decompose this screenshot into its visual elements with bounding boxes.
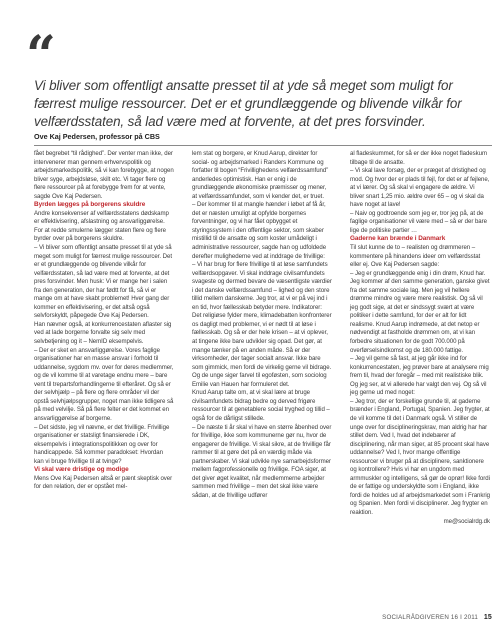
author-email: me@socialrdg.dk	[443, 517, 490, 525]
divider	[34, 145, 492, 146]
section-heading: Byrden lægges på borgerens skuldre	[34, 201, 146, 209]
footer-separator	[480, 614, 482, 621]
paragraph: – De næste ti år skal vi have en større åbenhed over for frivillige, ikke som kommunerne gør nu, hvor de engagerer de frivillige. Vi skal sikre, at de frivillige får rammer til at gøre det på en værdig måde via partnerskaber. Vi skal udvikle nye samarbejdsformer mellem fagprofessionelle og frivillige. FOA siger, at det giver øget kvalitet, når medlemmerne arbejder sammen med frivillige – men det skal ikke være sådan, at de frivillige udfører	[192, 423, 332, 499]
section-heading: Gaderne kan brænde i Danmark	[350, 235, 446, 243]
pull-quote: Vi bliver som offentligt ansatte presset til at yde så meget som muligt for færrest mulige ressourcer. Det er et grundlæggende og blivende vilkår for velfærdsstaten, så lad være med at forvente, at det pres forsvinder.	[34, 78, 462, 129]
paragraph: – Jeg er grundlæggende enig i din drøm, Knud har. Jeg kommer af den samme generation, ganske givet fra det samme sociale lag. Men jeg vil hellere drømme mindre og være mere realistisk. Og så vil jeg godt sige, at det er sindssygt svært at være politiker i dette samfund, for der er alt for lidt realisme. Knud Aarup indrømede, at det netop er nødvendigt at fastholde drømmen om, at vi kan forbedre situationen for de godt 700.000 på overførselsindkomst og de 180.000 fattige.	[350, 269, 490, 354]
publication-info: SOCIALRÅDGIVEREN 16 I 2011	[382, 614, 479, 621]
paragraph: – Der kommer til at mangle hænder i løbet af få år, det er næsten umuligt at opfylde borgernes forventninger, og vi har fået opbygget et styringssystem i den offentlige sektor, som skaber mistillid til de ansatte og som koster umådeligt i administrative ressourcer, sagde han og udfoldede derefter mulighederne ved at inddrage de frivillige:	[192, 201, 327, 260]
article-column-2	[192, 150, 332, 612]
paragraph: Til slut kunne de to – realisten og drømmeren – kommentere på hinandens ideer om velfærdsstat eller ej. Ove Kaj Pedersen sagde:	[350, 244, 481, 269]
article-column-3	[350, 150, 490, 612]
section-heading: Vi skal være dristige og modige	[34, 466, 129, 474]
paragraph: Knud Aarup talte om, at vi skal lære at bruge civilsamfundets bidrag bedre og derved frigøre ressourcer til at genetablere social tryghed og tillid – også for de dårligst stillede.	[192, 389, 330, 422]
quote-mark: “	[26, 25, 56, 86]
paragraph: – Naiv og godtroende som jeg er, tror jeg på, at de faglige organisationer vil være med – så er der bare lige de politiske partier …	[350, 209, 487, 234]
paragraph: – Jeg vil gerne så fast, at jeg går ikke ind for konkurrencestaten, jeg prøver bare at analysere mig frem til, hvad der foregår – med mit realistiske blik. Og jeg ser, at vi allerede har valgt den vej. Og så vil jeg gerne ud med noget:	[350, 355, 489, 397]
page-number: 15	[483, 614, 492, 621]
quote-attribution: Ove Kaj Pedersen, professor på CBS	[34, 132, 160, 141]
page-footer	[382, 614, 492, 621]
article-body	[34, 150, 494, 612]
paragraph: – Vi skal lave forsøg, der er præget af dristighed og mod. Og hvor der er plads til fejl, for det er af fejlene, at vi lærer. Og så skal vi engagere de ældre. Vi bliver snart 1,25 mio. ældre over 65 – og vi skal da have noget at lave!	[350, 167, 490, 209]
paragraph: – Der er sket en ansvarliggørelse. Vores faglige organisationer har en masse ansvar i forhold til uddannelse, sygdom mv. over for deres medlemmer, og de vil komme til at varetage endnu mere – bare vent til trepartsforhandlingerne til efteråret. Og så er der selvhjælp – på flere og flere områder vil der opstå selvhjælpsgrupper, noget man ikke tidligere så på med velvilje. Så på flere felter er det kommet en ansvarliggørelse af borgerne.	[34, 346, 174, 422]
paragraph: – Vi bliver som offentligt ansatte presset til at yde så meget som muligt for færrest mulige ressourcer. Det er et grundlæggende og blivende vilkår for velfærdsstaten, så lad være med at forvente, at det pres forsvinder. Men husk: Vi er mange her i salen fra den generation, der har fødtt for få, så vi er mange om at have skabt problemet! Hver gang der kommer en effektivisering, er det altså også selvforskyldt, påpegede Ove Kaj Pedersen.	[34, 244, 172, 320]
paragraph: Andre konsekvenser af velfærdsstatens dødskamp er effektivisering, afslastning og ansvarliggørelse. For at redde smulerne lægger staten flere og flere byrder over på borgerens skuldre.	[34, 209, 169, 243]
paragraph: – Vi har brug for flere frivillige til at løse samfundets velfærdsopgaver. Vi skal inddrage civilsamfundets svageste og dermed bevare de væsentligste værdier i det danske velfærdssamfund – lighed og den store tillid mellem danskerne. Jeg tror, at vi er på vej ind i en tid, hvor fællesskab betyder mere. Indikatorer: Det religiøse fylder mere, klimadebatten konfronterer os dagligt med problemer, vi er nødt til at løse i fællesskab. Og så er der hele krisen – at vi oplever, at tingene ikke bare udvikler sig opad. Det gør, at mange tænker på en anden måde. Så er der virksomheder, der tager socialt ansvar. Ikke bare som gimmick, men fordi de virkelig gerne vil bidrage. Og de unge siger farvel til egoføsten, som sociolog Emilie van Hauen har formuleret det.	[192, 261, 332, 388]
paragraph: – Jeg tror, der er forskellige grunde til, at gaderne brænder i England, Portugal, Spanien. Jeg frygter, at de vil komme til det i Danmark også. Vi stiller de unge over for disciplineringskrav, man aldrig har har stillet dem. Ved I, hvad det indebærer af disciplinering, når man siger, at 85 procent skal have uddannelse? Ved I, hvor mange offentlige ressourcer vi bruger på at disciplinere, sanktionere og kontrollere? Hvis vi har en ungdom med armmuskler og intelligens, så gør de oprør! Ikke fordi de er fattige og underskyldte som i England, ikke fordi de holdes ud af arbejdsmarkedet som i Frankrig og Spanien. Men fordi vi disciplinerer. Jeg frygter en reaktion.	[350, 397, 490, 516]
paragraph: lem stat og borgere, er Knud Aarup, direktør for social- og arbejdsmarked i Randers Kommune og forfatter til bogen “Frivillighedens velfærdssamfund” anderledes optimistisk. Han er enig i de grundlæggende økonomiske præmisser og mener, at velfærdssamfundet, som vi kender det, er truet.	[192, 150, 329, 200]
paragraph: Mens Ove Kaj Pedersen altså er pænt skeptisk over for den relation, der er opstået mel-	[34, 474, 173, 491]
article-column-1	[34, 150, 174, 612]
paragraph: Han nævner også, at konkurrencestaten aflaster sig ved at lade borgerne forvalte sig selv med selvbetjening og it – NemID eksempelvis.	[34, 320, 172, 346]
paragraph: – Det sidste, jeg vil nævne, er det frivillige. Frivillige organisationer er statsligt finansierede i DK, eksempelvis i integrationspolitikken og over for handicappede. Så kommer paradokset: Hvordan kan vi bruge frivillige til at tvinge?	[34, 423, 170, 465]
paragraph: al fladeskummet, for så er der ikke noget fladeskum tilbage til de ansatte.	[350, 150, 487, 166]
paragraph: fået begrebet “til rådighed”. Der venter man ikke, der intervenerer man gennem erhvervspolitik og arbejdsmarkedspolitik, så vi kan forebygge, at nogen bliver syge, arbejdsløse, skilt etc. Vi tager flere og flere ressourcer på at forebygge frem for at vente, sagde Ove Kaj Pedersen.	[34, 150, 174, 200]
